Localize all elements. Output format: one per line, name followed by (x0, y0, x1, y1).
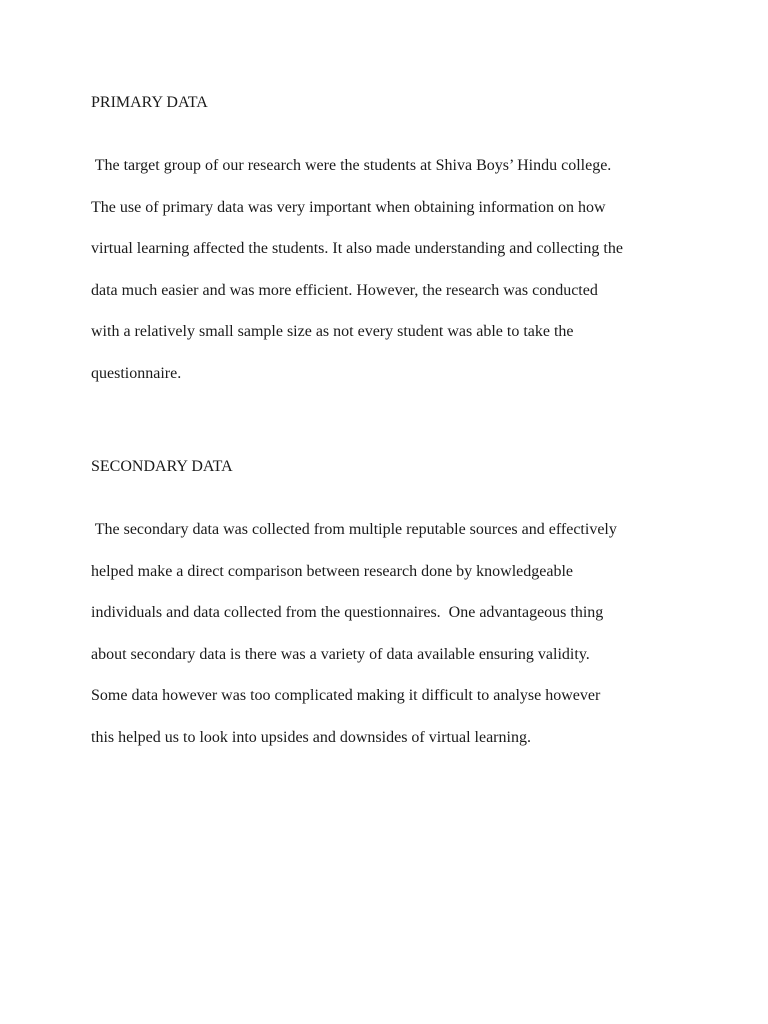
paragraph-line: individuals and data collected from the questionnaires. One advantageous thing (91, 604, 604, 622)
paragraph-line: about secondary data is there was a variety of data available ensuring validity. (91, 645, 590, 663)
secondary-data-section (91, 457, 691, 759)
primary-data-section (91, 93, 691, 395)
paragraph-line: helped make a direct comparison between research done by knowledgeable (91, 562, 574, 580)
paragraph-line: with a relatively small sample size as not every student was able to take the (91, 323, 574, 341)
secondary-data-paragraph (91, 509, 691, 759)
paragraph-line: this helped us to look into upsides and downsides of virtual learning. (91, 728, 531, 746)
paragraph-line: virtual learning affected the students. It also made understanding and collecting the (91, 240, 623, 258)
primary-data-paragraph (91, 145, 691, 395)
paragraph-line: The secondary data was collected from multiple reputable sources and effectively (91, 521, 617, 538)
paragraph-line: The target group of our research were the students at Shiva Boys’ Hindu college. (91, 157, 612, 174)
paragraph-line: The use of primary data was very important when obtaining information on how (91, 198, 606, 216)
paragraph-line: questionnaire. (91, 364, 182, 382)
section-heading-primary-data: PRIMARY DATA (91, 94, 208, 111)
paragraph-line: data much easier and was more efficient. However, the research was conducted (91, 281, 598, 299)
section-heading-secondary-data: SECONDARY DATA (91, 458, 233, 475)
paragraph-line: Some data however was too complicated making it difficult to analyse however (91, 687, 601, 705)
